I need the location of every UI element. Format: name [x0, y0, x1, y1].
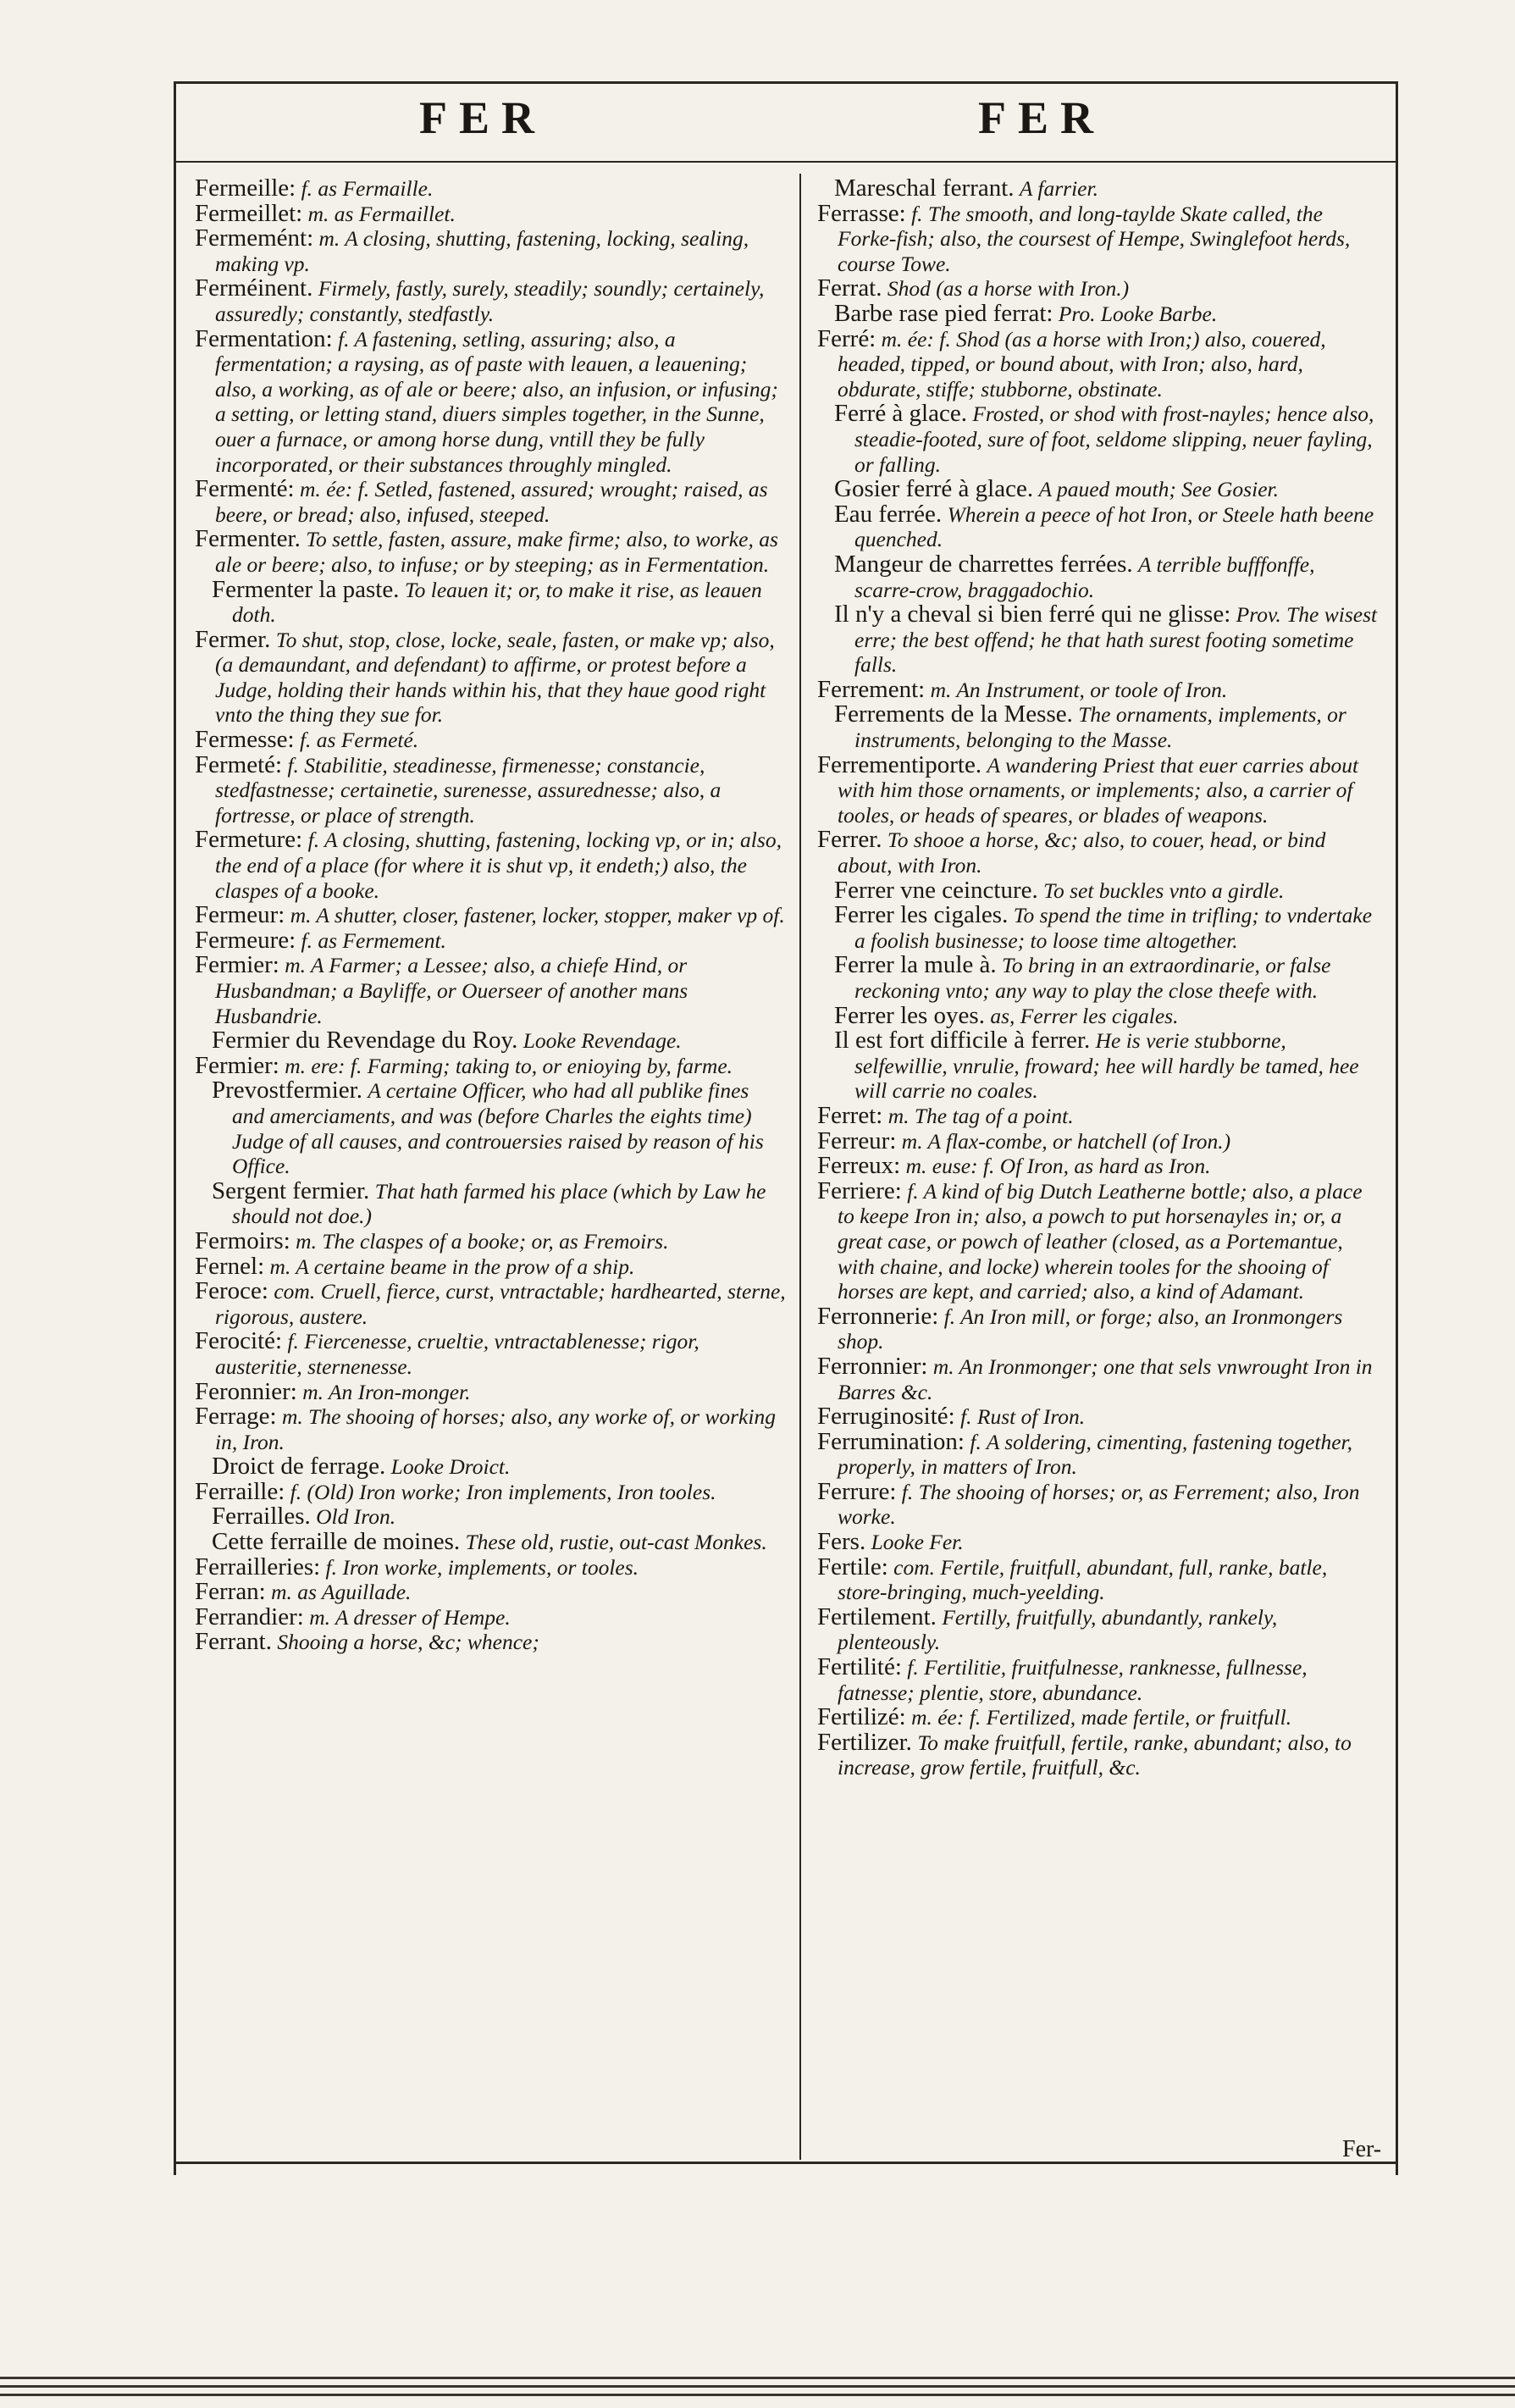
dictionary-entry: [195, 1454, 786, 1480]
entry-headword: Ferriere:: [817, 1176, 902, 1204]
dictionary-entry: [817, 477, 1380, 502]
entry-headword: Fermeté:: [195, 750, 283, 778]
dictionary-entry: [817, 1655, 1380, 1705]
entry-definition: m. An Iron-monger.: [302, 1379, 471, 1404]
entry-headword: Fermoirs:: [195, 1226, 290, 1254]
entry-headword: Ferrailles.: [212, 1503, 311, 1531]
entry-headword: Fermer.: [195, 625, 271, 653]
dictionary-entry: [195, 1051, 786, 1079]
dictionary-entry: [817, 903, 1380, 953]
entry-definition: These old, rustie, out-cast Monkes.: [465, 1530, 767, 1555]
dictionary-entry: [817, 299, 1380, 327]
entry-headword: Fermeture:: [195, 826, 303, 854]
bottom-border-rule: [174, 2162, 1398, 2164]
dictionary-entry: [817, 828, 1380, 877]
dictionary-entry: [195, 750, 786, 828]
dictionary-entry: [195, 1580, 786, 1605]
header-rule: [174, 161, 1398, 163]
dictionary-entry: [817, 1101, 1380, 1129]
dictionary-entry: [195, 1226, 786, 1254]
entry-definition: m. ée: f. Fertilized, made fertile, or fruitfull.: [911, 1705, 1292, 1730]
entry-headword: Droict de ferrage.: [212, 1453, 386, 1481]
entry-headword: Ferrasse:: [817, 199, 906, 227]
dictionary-entry: [817, 953, 1380, 1003]
entry-headword: Ferrant.: [195, 1628, 272, 1656]
entry-definition: That hath farmed his place (which by Law he should not doe.): [232, 1178, 766, 1229]
entry-headword: Ferrage:: [195, 1403, 277, 1431]
dictionary-entry: [817, 1427, 1380, 1480]
entry-headword: Mangeur de charrettes ferrées.: [834, 550, 1133, 578]
entry-definition: f. The smooth, and long-taylde Skate called, the Forke-fish; also, the coursest of Hempe, Swinglefoot herds, course Towe.: [838, 201, 1351, 276]
entry-headword: Fermentation:: [195, 324, 333, 352]
entry-headword: Ferrure:: [817, 1477, 897, 1505]
entry-definition: m. ée: f. Setled, fastened, assured; wrought; raised, as beere, or bread; also, infused, steeped.: [215, 477, 768, 527]
dictionary-entry: [195, 928, 786, 954]
dictionary-entry: [195, 1630, 786, 1655]
entry-headword: Fermeur:: [195, 901, 285, 929]
dictionary-entry: [195, 1377, 786, 1405]
entry-headword: Barbe rase pied ferrat:: [834, 299, 1053, 327]
entry-definition: m. A dresser of Hempe.: [309, 1604, 511, 1630]
entry-definition: f. The shooing of horses; or, as Ferrement; also, Iron worke.: [838, 1479, 1360, 1530]
dictionary-entry: [195, 828, 786, 903]
entry-headword: Fermenté:: [195, 475, 295, 503]
entry-definition: Frosted, or shod with frost-nayles; hence also, steadie-footed, sure of foot, seldome slipping, neuer fayling, or falling.: [854, 401, 1374, 477]
entry-definition: m. A closing, shutting, fastening, locking, sealing, making vp.: [215, 226, 749, 276]
column-divider: [799, 174, 801, 2160]
entry-definition: m. euse: f. Of Iron, as hard as Iron.: [905, 1154, 1211, 1179]
entry-headword: Fermeillet:: [195, 199, 303, 227]
entry-definition: Prov. The wisest erre; the best offend; he that hath surest footing sometime falls.: [854, 602, 1378, 678]
entry-definition: Firmely, fastly, surely, steadily; soundly; certainely, assuredly; constantly, stedfastly.: [215, 276, 765, 326]
scan-edge-strip: [0, 2370, 1515, 2408]
entry-headword: Fertilizé:: [817, 1703, 906, 1731]
dictionary-entry: [817, 702, 1380, 752]
entry-headword: Ferré à glace.: [834, 400, 967, 428]
dictionary-entry: [195, 199, 786, 227]
entry-headword: Ferré:: [817, 324, 876, 352]
entry-definition: Looke Revendage.: [523, 1028, 682, 1054]
entry-headword: Fermier:: [195, 1051, 279, 1079]
entry-definition: f. A closing, shutting, fastening, locking vp, or in; also, the end of a place (for where it is shut vp, it endeth;) also, the claspes of a booke.: [215, 828, 782, 903]
entry-headword: Prevostfermier.: [212, 1077, 362, 1104]
entry-headword: Ferrer.: [817, 826, 882, 854]
entry-definition: f. A kind of big Dutch Leatherne bottle; also, a place to keepe Iron in; also, a powch to put horsenayles in; or, a great case, or powch of leather (closed, as a Portemantue, with chaine, and locke) wherein tooles for the shooing of horses are kept, and carried; also, a kind of Adamant.: [838, 1178, 1363, 1304]
entry-headword: Fermier:: [195, 951, 279, 979]
dictionary-entry: [817, 1354, 1380, 1404]
entry-definition: Looke Fer.: [871, 1530, 964, 1555]
entry-definition: m. ere: f. Farming; taking to, or enioying by, farme.: [285, 1053, 733, 1078]
dictionary-entry: [195, 1176, 786, 1229]
right-column: [817, 176, 1380, 1780]
dictionary-entry: [195, 728, 786, 753]
entry-definition: m. A Farmer; a Lessee; also, a chiefe Hind, or Husbandman; a Bayliffe, or Ouerseer of another mans Husbandrie.: [215, 953, 688, 1028]
left-column: [195, 176, 786, 1655]
dictionary-entry: [195, 625, 786, 728]
entry-definition: com. Cruell, fierce, curst, vntractable; hardhearted, sterne, rigorous, austere.: [215, 1279, 786, 1329]
entry-headword: Ferrat.: [817, 274, 882, 302]
dictionary-entry: [195, 324, 786, 478]
dictionary-entry: [195, 527, 786, 577]
entry-headword: Fermier du Revendage du Roy.: [212, 1027, 518, 1055]
entry-headword: Feroce:: [195, 1277, 268, 1305]
dictionary-entry: [817, 1605, 1380, 1655]
entry-headword: Eau ferrée.: [834, 500, 943, 528]
entry-definition: To shut, stop, close, locke, seale, fasten, or make vp; also, (a demaundant, and defendant) to affirme, or protest before a Judge, holding their hands within his, that they haue good right vnto the thing they sue for.: [215, 627, 775, 728]
entry-headword: Ferret:: [817, 1101, 883, 1129]
entry-headword: Ferreur:: [817, 1127, 897, 1154]
entry-headword: Ferrement:: [817, 675, 926, 703]
entry-headword: Ferrer la mule à.: [834, 951, 997, 979]
entry-headword: Sergent fermier.: [212, 1176, 370, 1204]
entry-definition: A terrible bufffonffe, scarre-crow, braggadochio.: [854, 551, 1315, 602]
dictionary-entry: [195, 276, 786, 326]
entry-headword: Ferreux:: [817, 1152, 901, 1180]
entry-definition: f. as Fermaille.: [301, 176, 434, 201]
entry-definition: f. (Old) Iron worke; Iron implements, Iron tooles.: [290, 1479, 716, 1504]
entry-headword: Fermesse:: [195, 726, 295, 754]
entry-definition: f. A soldering, cimenting, fastening together, properly, in matters of Iron.: [838, 1429, 1353, 1480]
running-head-right: FER: [978, 92, 1105, 143]
entry-definition: m. as Fermaillet.: [307, 201, 456, 226]
entry-headword: Ferrementiporte.: [817, 750, 982, 778]
dictionary-entry: [817, 878, 1380, 904]
entry-headword: Fertilement.: [817, 1603, 937, 1630]
entry-definition: To make fruitfull, fertile, ranke, abundant; also, to increase, grow fertile, fruitfull, &c.: [838, 1730, 1352, 1780]
dictionary-entry: [195, 477, 786, 527]
entry-definition: f. as Fermement.: [301, 927, 446, 953]
entry-headword: Ferocité:: [195, 1327, 283, 1355]
entry-definition: f. A fastening, setling, assuring; also, a fermentation; a raysing, as of paste with leauen, a leauening; also, a working, as of ale or beere; also, an infusion, or infusing; a setting, or letting stand, diuers simples together, in the Sunne, ouer a furnace, or among horse dung, vntill they be fully incorporated, or their substances throughly mingled.: [215, 326, 778, 477]
dictionary-entry: [817, 401, 1380, 477]
entry-headword: Ferrer vne ceincture.: [834, 876, 1038, 904]
entry-definition: m. ée: f. Shod (as a horse with Iron;) also, couered, headed, tipped, or bound about, with Iron; also, hard, obdurate, stiffe; stubborne, obstinate.: [838, 326, 1326, 401]
entry-headword: Fertilizer.: [817, 1728, 912, 1756]
entry-definition: m. An Ironmonger; one that sels vnwrought Iron in Barres &c.: [838, 1353, 1373, 1404]
dictionary-entry: [817, 276, 1380, 302]
dictionary-entry: [817, 1477, 1380, 1530]
dictionary-entry: [195, 1028, 786, 1054]
entry-definition: f. Rust of Iron.: [960, 1404, 1086, 1430]
entry-definition: m. The claspes of a booke; or, as Fremoirs.: [296, 1228, 669, 1254]
dictionary-entry: [817, 1001, 1380, 1029]
dictionary-entry: [195, 1504, 786, 1530]
dictionary-entry: [195, 1555, 786, 1580]
dictionary-entry: [195, 953, 786, 1028]
entry-headword: Il n'y a cheval si bien ferré qui ne glisse:: [834, 601, 1231, 628]
entry-headword: Fermeure:: [195, 926, 296, 954]
entry-headword: Fermeille:: [195, 174, 296, 202]
dictionary-entry: [817, 502, 1380, 552]
dictionary-entry: [817, 750, 1380, 828]
dictionary-entry: [195, 903, 786, 928]
entry-definition: m. The shooing of horses; also, any worke of, or working in, Iron.: [215, 1404, 776, 1454]
entry-headword: Ferran:: [195, 1578, 266, 1606]
entry-headword: Ferrumination:: [817, 1427, 965, 1455]
entry-definition: f. An Iron mill, or forge; also, an Ironmongers shop.: [838, 1304, 1343, 1354]
catchword: Fer-: [1342, 2136, 1382, 2162]
entry-definition: f. Stabilitie, steadinesse, firmenesse; constancie, stedfastnesse; certainetie, surenesse, assurednesse; also, a fortresse, or place of strength.: [215, 752, 722, 828]
entry-definition: Looke Droict.: [390, 1454, 511, 1480]
entry-definition: Pro. Looke Barbe.: [1058, 301, 1218, 326]
dictionary-entry: [817, 1304, 1380, 1354]
entry-definition: To spend the time in trifling; to vndertake a foolish businesse; to loose time altogether.: [854, 903, 1373, 953]
entry-definition: To bring in an extraordinarie, or false reckoning vnto; any way to play the close theefe with.: [854, 953, 1331, 1003]
entry-headword: Fermenter.: [195, 525, 301, 553]
entry-headword: Fernel:: [195, 1252, 265, 1280]
dictionary-entry: [195, 1477, 786, 1505]
dictionary-entry: [817, 199, 1380, 277]
entry-definition: A farrier.: [1019, 176, 1098, 201]
entry-headword: Ferraille:: [195, 1477, 285, 1505]
entry-definition: f. Iron worke, implements, or tooles.: [325, 1554, 639, 1580]
entry-headword: Fertile:: [817, 1553, 888, 1580]
entry-definition: To leauen it; or, to make it rise, as leauen doth.: [232, 577, 762, 628]
entry-headword: Ferrailleries:: [195, 1553, 321, 1580]
entry-headword: Fers.: [817, 1528, 866, 1556]
dictionary-entry: [195, 1078, 786, 1178]
dictionary-entry: [817, 1530, 1380, 1555]
entry-headword: Ferronnerie:: [817, 1302, 939, 1330]
entry-definition: To set buckles vnto a girdle.: [1043, 877, 1285, 903]
entry-headword: Feronnier:: [195, 1377, 297, 1405]
dictionary-entry: [817, 1555, 1380, 1605]
entry-definition: com. Fertile, fruitfull, abundant, full, ranke, batle, store-bringing, much-yeelding.: [838, 1554, 1328, 1605]
entry-definition: To settle, fasten, assure, make firme; also, to worke, as ale or beere; also, to infuse; or by steeping; as in Fermentation.: [215, 527, 778, 577]
entry-definition: f. Fiercenesse, crueltie, vntractablenesse; rigor, austeritie, sternenesse.: [215, 1329, 699, 1379]
entry-headword: Cette ferraille de moines.: [212, 1528, 461, 1556]
entry-headword: Ferronnier:: [817, 1352, 928, 1380]
dictionary-entry: [817, 324, 1380, 402]
dictionary-entry: [195, 1530, 786, 1555]
dictionary-entry: [817, 1705, 1380, 1730]
dictionary-entry: [817, 176, 1380, 202]
entry-definition: Shooing a horse, &c; whence;: [277, 1630, 539, 1655]
entry-headword: Fermenter la paste.: [212, 575, 400, 603]
entry-definition: m. A flax-combe, or hatchell (of Iron.): [901, 1128, 1231, 1154]
entry-definition: To shooe a horse, &c; also, to couer, head, or bind about, with Iron.: [838, 828, 1326, 878]
entry-definition: Old Iron.: [316, 1504, 396, 1530]
dictionary-entry: [817, 1028, 1380, 1104]
entry-headword: Il est fort difficile à ferrer.: [834, 1027, 1091, 1055]
entry-definition: as, Ferrer les cigales.: [990, 1003, 1179, 1028]
entry-definition: f. Fertilitie, fruitfulnesse, ranknesse, fullnesse, fatnesse; plentie, store, abundance.: [838, 1655, 1308, 1705]
dictionary-entry: [195, 575, 786, 628]
entry-headword: Ferrements de la Messe.: [834, 700, 1073, 728]
entry-definition: Shod (as a horse with Iron.): [887, 276, 1130, 302]
entry-definition: m. as Aguillade.: [271, 1580, 412, 1605]
entry-headword: Ferruginosité:: [817, 1403, 955, 1431]
dictionary-entry: [817, 1176, 1380, 1304]
dictionary-entry: [195, 1605, 786, 1630]
dictionary-entry: [817, 675, 1380, 703]
dictionary-entry: [817, 552, 1380, 602]
entry-headword: Mareschal ferrant.: [834, 174, 1015, 202]
entry-headword: Gosier ferré à glace.: [834, 475, 1034, 503]
entry-headword: Fermemént:: [195, 224, 314, 252]
dictionary-entry: [195, 1279, 786, 1329]
entry-headword: Ferrandier:: [195, 1603, 304, 1630]
entry-headword: Ferrer les oyes.: [834, 1001, 985, 1029]
entry-definition: m. A shutter, closer, fastener, locker, stopper, maker vp of.: [290, 903, 785, 928]
entry-definition: A certaine Officer, who had all publike fines and amerciaments, and was (before Charles the eights time) Judge of all causes, and controuersies raised by reason of his Office.: [232, 1078, 764, 1179]
dictionary-entry: [195, 1329, 786, 1379]
dictionary-entry: [817, 1404, 1380, 1430]
entry-definition: m. An Instrument, or toole of Iron.: [930, 677, 1228, 702]
entry-definition: m. The tag of a point.: [887, 1103, 1074, 1128]
dictionary-entry: [817, 1129, 1380, 1154]
entry-headword: Ferrer les cigales.: [834, 901, 1009, 929]
entry-definition: f. as Fermeté.: [299, 728, 419, 753]
entry-definition: m. A certaine beame in the prow of a ship.: [269, 1254, 635, 1279]
dictionary-entry: [195, 1404, 786, 1454]
entry-definition: Wherein a peece of hot Iron, or Steele hath beene quenched.: [854, 501, 1374, 552]
dictionary-entry: [817, 1154, 1380, 1179]
entry-definition: A paued mouth; See Gosier.: [1038, 477, 1279, 502]
entry-definition: He is verie stubborne, selfewillie, vnrulie, froward; hee will hardly be tamed, hee will carrie no coales.: [854, 1028, 1359, 1104]
entry-headword: Ferméinent.: [195, 274, 313, 302]
dictionary-entry: [195, 176, 786, 202]
entry-definition: Fertilly, fruitfully, abundantly, rankely, plenteously.: [838, 1604, 1278, 1655]
dictionary-entry: [817, 1730, 1380, 1780]
dictionary-entry: [195, 1254, 786, 1280]
entry-definition: The ornaments, implements, or instruments, belonging to the Masse.: [854, 702, 1346, 753]
entry-headword: Fertilité:: [817, 1653, 902, 1681]
dictionary-entry: [817, 602, 1380, 678]
dictionary-entry: [195, 226, 786, 276]
running-head-left: FER: [419, 92, 546, 143]
entry-definition: A wandering Priest that euer carries about with him those ornaments, or implements; also, a carrier of tooles, or heads of speares, or blades of weapons.: [838, 752, 1359, 828]
